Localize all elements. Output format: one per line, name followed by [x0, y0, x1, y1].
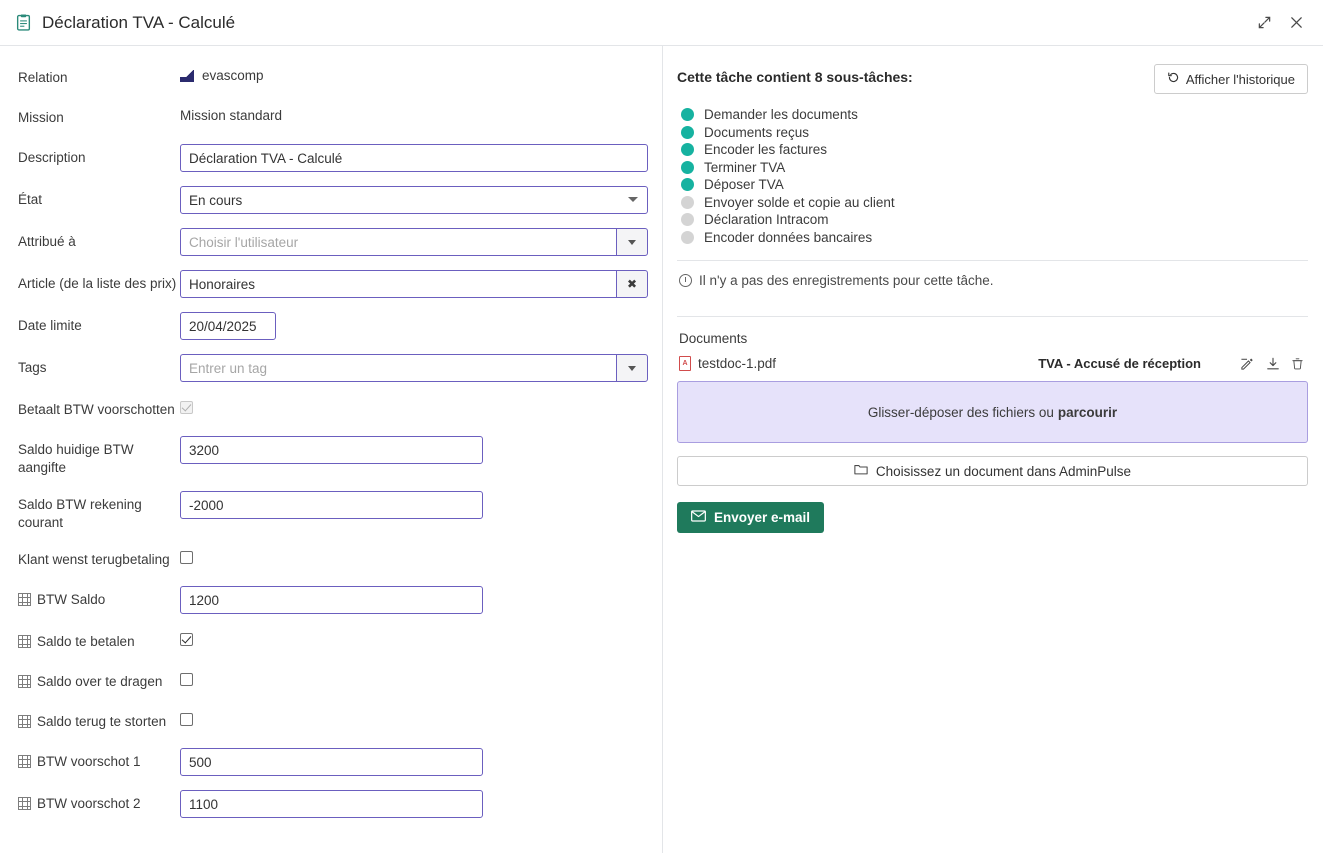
subtasks-title: Cette tâche contient 8 sous-tâches:	[677, 69, 913, 85]
saldo-terug-te-storten-checkbox[interactable]	[180, 713, 193, 726]
tags-input[interactable]	[180, 354, 616, 382]
field-state	[18, 186, 644, 214]
saldo-te-betalen-checkbox[interactable]	[180, 633, 193, 646]
status-dot-icon	[681, 126, 694, 139]
label-saldo-terug-te-storten	[18, 708, 180, 731]
no-records-note	[677, 261, 1308, 302]
history-icon	[1167, 71, 1180, 87]
status-dot-icon	[681, 213, 694, 226]
list-item[interactable]	[681, 159, 1308, 177]
page-title: Déclaration TVA - Calculé	[42, 12, 236, 32]
label-btw-voorschot-1	[18, 748, 180, 771]
field-btw-voorschot-1	[18, 748, 644, 776]
subtask-label: Encoder les factures	[704, 142, 828, 158]
klant-wenst-terugbetaling-checkbox[interactable]	[180, 551, 193, 564]
status-dot-icon	[681, 231, 694, 244]
list-item[interactable]	[681, 124, 1308, 142]
list-item[interactable]	[681, 176, 1308, 194]
window-titlebar	[0, 0, 1323, 46]
edit-icon[interactable]	[1240, 356, 1255, 371]
documents-title: Documents	[679, 331, 748, 346]
subtask-label: Déposer TVA	[704, 177, 784, 193]
field-saldo-btw-rekening-courant	[18, 491, 644, 532]
label-saldo-huidige-btw-aangifte: Saldo huidige BTW aangifte	[18, 442, 134, 475]
list-item[interactable]	[681, 106, 1308, 124]
document-name[interactable]: testdoc-1.pdf	[698, 356, 777, 371]
list-item[interactable]	[681, 194, 1308, 212]
status-dot-icon	[681, 161, 694, 174]
status-dot-icon	[681, 143, 694, 156]
subtask-label: Déclaration Intracom	[704, 212, 829, 228]
label-btw-voorschot-2	[18, 790, 180, 813]
field-tags	[18, 354, 644, 382]
show-history-button[interactable]	[1154, 64, 1308, 94]
label-deadline: Date limite	[18, 318, 82, 333]
delete-icon[interactable]	[1291, 357, 1304, 370]
subtask-label: Terminer TVA	[704, 159, 786, 175]
folder-icon	[854, 463, 868, 479]
calculated-field-icon	[18, 675, 31, 688]
btw-voorschot-2-input[interactable]	[180, 790, 483, 818]
label-btw-saldo	[18, 586, 180, 609]
subtask-list	[681, 106, 1308, 246]
subtasks-header	[677, 64, 1308, 94]
subtask-label: Documents reçus	[704, 124, 810, 140]
betaalt-btw-voorschotten-checkbox	[180, 401, 193, 414]
label-description: Description	[18, 150, 86, 165]
field-betaalt-btw-voorschotten	[18, 396, 644, 422]
list-item[interactable]	[681, 141, 1308, 159]
status-dot-icon	[681, 178, 694, 191]
label-btw-voorschot-1-text: BTW voorschot 1	[37, 754, 141, 769]
label-saldo-te-betalen-text: Saldo te betalen	[37, 634, 135, 649]
choose-document-label: Choisissez un document dans AdminPulse	[875, 463, 1132, 479]
state-select[interactable]	[180, 186, 648, 214]
calculated-field-icon	[18, 797, 31, 810]
article-control	[180, 270, 648, 298]
state-input[interactable]	[180, 186, 648, 214]
label-klant-wenst-terugbetaling: Klant wenst terugbetaling	[18, 552, 170, 567]
no-records-text: Il n'y a pas des enregistrements pour cette tâche.	[699, 273, 994, 288]
label-relation: Relation	[18, 70, 68, 85]
window-body	[0, 46, 1323, 853]
article-clear-button[interactable]: ✖	[616, 270, 648, 298]
show-history-label: Afficher l'historique	[1185, 71, 1295, 87]
download-icon[interactable]	[1266, 357, 1280, 371]
dropzone-browse-link[interactable]: parcourir	[1057, 404, 1118, 420]
label-article: Article (de la liste des prix)	[18, 276, 177, 291]
field-btw-saldo	[18, 586, 644, 614]
assigned-input[interactable]	[180, 228, 616, 256]
label-saldo-btw-rekening-courant: Saldo BTW rekening courant	[18, 497, 142, 530]
clipboard-icon	[14, 14, 32, 32]
label-assigned: Attribué à	[18, 234, 76, 249]
field-article	[18, 270, 644, 298]
list-item[interactable]	[681, 229, 1308, 247]
label-state: État	[18, 192, 43, 207]
send-email-button[interactable]	[677, 502, 824, 533]
subtask-label: Demander les documents	[704, 107, 858, 123]
article-input[interactable]	[180, 270, 616, 298]
field-mission	[18, 104, 644, 130]
mission-value: Mission standard	[180, 108, 283, 123]
saldo-over-te-dragen-checkbox[interactable]	[180, 673, 193, 686]
assigned-control	[180, 228, 648, 256]
field-saldo-huidige-btw-aangifte	[18, 436, 644, 477]
clock-icon	[679, 274, 692, 287]
assigned-dropdown-button[interactable]	[616, 228, 648, 256]
envelope-icon	[691, 510, 706, 525]
field-saldo-te-betalen	[18, 628, 644, 654]
description-input[interactable]	[180, 144, 648, 172]
field-relation	[18, 64, 644, 90]
document-tag: TVA - Accusé de réception	[1038, 356, 1201, 371]
status-dot-icon	[681, 196, 694, 209]
field-description	[18, 144, 644, 172]
label-btw-saldo-text: BTW Saldo	[37, 592, 106, 607]
calculated-field-icon	[18, 715, 31, 728]
field-saldo-terug-te-storten	[18, 708, 644, 734]
status-dot-icon	[681, 108, 694, 121]
label-tags: Tags	[18, 360, 47, 375]
subtask-label: Envoyer solde et copie au client	[704, 194, 895, 210]
dropzone-text: Glisser-déposer des fichiers ou	[867, 404, 1054, 420]
calculated-field-icon	[18, 593, 31, 606]
field-assigned	[18, 228, 644, 256]
list-item[interactable]	[681, 211, 1308, 229]
close-icon[interactable]	[1283, 10, 1309, 36]
saldo-huidige-btw-aangifte-input[interactable]	[180, 436, 483, 464]
field-btw-voorschot-2	[18, 790, 644, 818]
form-pane	[0, 46, 663, 853]
calculated-field-icon	[18, 635, 31, 648]
label-mission: Mission	[18, 110, 64, 125]
send-email-label: Envoyer e-mail	[714, 510, 811, 525]
saldo-btw-rekening-courant-input[interactable]	[180, 491, 483, 519]
chevron-down-icon	[628, 240, 636, 245]
label-saldo-over-te-dragen-text: Saldo over te dragen	[37, 674, 163, 689]
document-row[interactable]	[677, 354, 1308, 377]
relation-icon	[180, 70, 194, 82]
label-saldo-over-te-dragen	[18, 668, 180, 691]
relation-value: evascomp	[202, 68, 264, 83]
btw-voorschot-1-input[interactable]	[180, 748, 483, 776]
field-klant-wenst-terugbetaling	[18, 546, 644, 572]
label-saldo-te-betalen	[18, 628, 180, 651]
btw-saldo-input[interactable]	[180, 586, 483, 614]
tags-dropdown-button[interactable]	[616, 354, 648, 382]
label-betaalt-btw-voorschotten: Betaalt BTW voorschotten	[18, 402, 175, 417]
subtask-label: Encoder données bancaires	[704, 229, 873, 245]
file-dropzone[interactable]	[677, 381, 1308, 443]
field-saldo-over-te-dragen	[18, 668, 644, 694]
deadline-input[interactable]	[180, 312, 276, 340]
relation-value-wrap	[180, 64, 644, 83]
tags-control	[180, 354, 648, 382]
expand-icon[interactable]	[1251, 10, 1277, 36]
pdf-icon: A	[679, 356, 691, 371]
label-saldo-terug-te-storten-text: Saldo terug te storten	[37, 714, 167, 729]
chevron-down-icon	[628, 366, 636, 371]
choose-document-button[interactable]	[677, 456, 1308, 486]
label-btw-voorschot-2-text: BTW voorschot 2	[37, 796, 141, 811]
details-pane	[663, 46, 1323, 853]
field-deadline	[18, 312, 644, 340]
calculated-field-icon	[18, 755, 31, 768]
divider	[677, 316, 1308, 317]
